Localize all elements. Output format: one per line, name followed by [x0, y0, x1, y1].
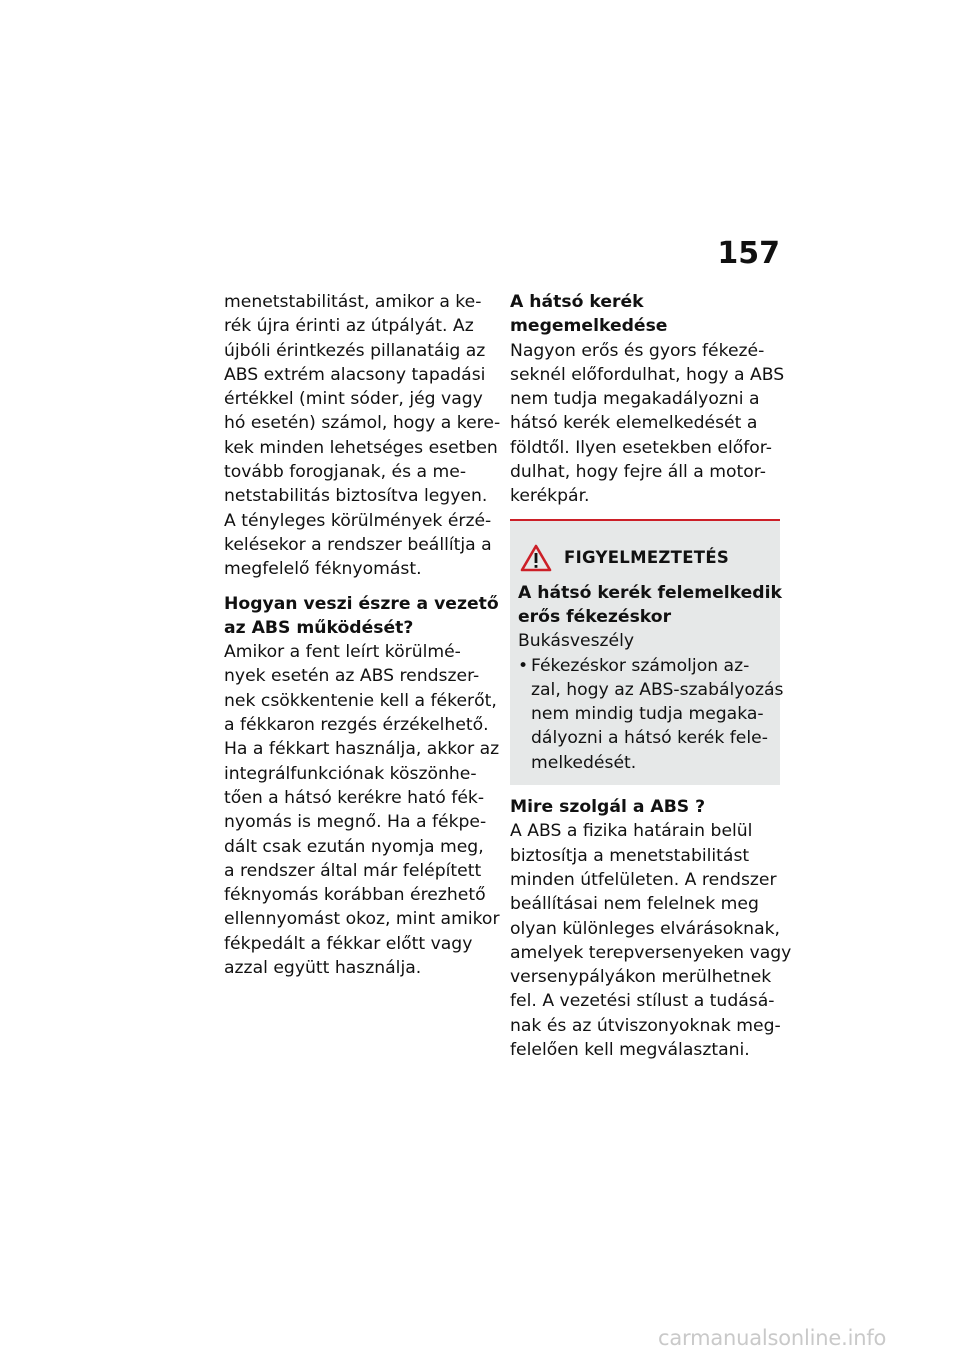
right-column — [510, 290, 792, 1062]
section-heading — [510, 290, 780, 339]
text-line: versenypályákon merülhetnek — [510, 967, 772, 988]
text-line: felelően kell megválasztani. — [510, 1040, 750, 1061]
text-line: dált csak ezután nyomja meg, — [224, 836, 484, 857]
text-line: dályozni a hátsó kerék fele- — [531, 728, 768, 749]
paragraph — [224, 640, 497, 737]
paragraph — [224, 509, 494, 582]
text-line: zal, hogy az ABS-szabályozás — [531, 679, 784, 700]
heading-line: Hogyan veszi észre a vezető — [224, 593, 499, 614]
text-line: hó esetén) számol, hogy a kere- — [224, 413, 501, 434]
text-line: Amikor a fent leírt körülmé- — [224, 642, 461, 663]
heading-line: megemelkedése — [510, 316, 668, 337]
text-line: A ABS a fizika határain belül — [510, 821, 753, 842]
warning-risk: Bukásveszély — [518, 631, 635, 652]
heading-line: az ABS működését? — [224, 617, 414, 638]
warning-triangle-icon — [520, 543, 552, 573]
text-line: menetstabilitást, amikor a ke- — [224, 292, 482, 312]
warning-box — [510, 519, 784, 785]
left-column — [224, 290, 501, 980]
warning-title: FIGYELMEZTETÉS — [564, 547, 730, 567]
warning-bullet — [518, 654, 784, 775]
text-line: hátsó kerék elemelkedését a — [510, 413, 758, 434]
text-line: fel. A vezetési stílust a tudásá- — [510, 991, 775, 1012]
text-line: netstabilitás biztosítva legyen. — [224, 486, 488, 507]
text-line: ABS extrém alacsony tapadási — [224, 364, 486, 385]
text-line: nyek esetén az ABS rendszer- — [224, 666, 480, 687]
text-line: Nagyon erős és gyors fékezé- — [510, 340, 765, 361]
heading-line: Mire szolgál a ABS ? — [510, 797, 706, 818]
text-line: amelyek terepversenyeken vagy — [510, 942, 792, 963]
text-line: nek csökkentenie kell a fékerőt, — [224, 690, 497, 711]
text-line: minden útfelületen. A rendszer — [510, 869, 777, 890]
text-line: Ha a fékkart használja, akkor az — [224, 739, 500, 760]
section-heading — [224, 592, 499, 641]
paragraph — [224, 737, 500, 980]
subtitle-line: A hátsó kerék felemelkedik — [518, 582, 782, 603]
text-line: nem tudja megakadályozni a — [510, 389, 760, 410]
paragraph — [510, 819, 792, 1062]
bullet-text — [531, 654, 784, 775]
text-line: Fékezéskor számoljon az- — [531, 655, 750, 676]
text-line: fékpedált a fékkar előtt vagy — [224, 933, 473, 954]
page-number: 157 — [717, 236, 780, 271]
paragraph — [510, 339, 785, 509]
watermark: carmanualsonline.info — [658, 1326, 887, 1350]
paragraph — [224, 290, 501, 509]
text-line: kerékpár. — [510, 486, 590, 507]
text-line: integrálfunkciónak köszönhe- — [224, 763, 477, 784]
text-line: ellennyomást okoz, mint amikor — [224, 909, 500, 930]
text-line: féknyomás korábban érezhető — [224, 885, 486, 906]
warning-header — [520, 543, 772, 573]
text-line: A tényleges körülmények érzé- — [224, 510, 492, 531]
subtitle-line: erős fékezéskor — [518, 606, 672, 627]
text-line: biztosítja a menetstabilitást — [510, 845, 750, 866]
text-line: beállításai nem felelnek meg — [510, 894, 759, 915]
text-line: tően a hátsó kerékre ható fék- — [224, 787, 485, 808]
text-line: értékkel (mint sóder, jég vagy — [224, 389, 483, 410]
text-line: újbóli érintkezés pillanatáig az — [224, 340, 486, 361]
text-line: dulhat, hogy fejre áll a motor- — [510, 462, 766, 483]
text-line: nak és az útviszonyoknak meg- — [510, 1015, 781, 1036]
text-line: nem mindig tudja megaka- — [531, 704, 764, 725]
text-line: nyomás is megnő. Ha a fékpe- — [224, 812, 487, 833]
heading-line: A hátsó kerék — [510, 292, 644, 312]
warning-subtitle — [518, 581, 782, 630]
text-line: tovább forogjanak, és a me- — [224, 462, 467, 483]
text-line: azzal együtt használja. — [224, 958, 422, 979]
text-line: a fékkaron rezgés érzékelhető. — [224, 715, 489, 736]
text-line: melkedését. — [531, 752, 637, 773]
section-heading — [510, 795, 780, 819]
text-line: kek minden lehetséges esetben — [224, 437, 498, 458]
bullet-mark: • — [518, 655, 529, 676]
text-line: a rendszer által már felépített — [224, 860, 482, 881]
text-line: kelésekor a rendszer beállítja a — [224, 534, 492, 555]
text-line: rék újra érinti az útpályát. Az — [224, 316, 474, 337]
text-line: seknél előfordulhat, hogy a ABS — [510, 364, 785, 385]
text-line: olyan különleges elvárásoknak, — [510, 918, 781, 939]
text-line: földtől. Ilyen esetekben előfor- — [510, 437, 772, 458]
text-line: megfelelő féknyomást. — [224, 559, 422, 580]
